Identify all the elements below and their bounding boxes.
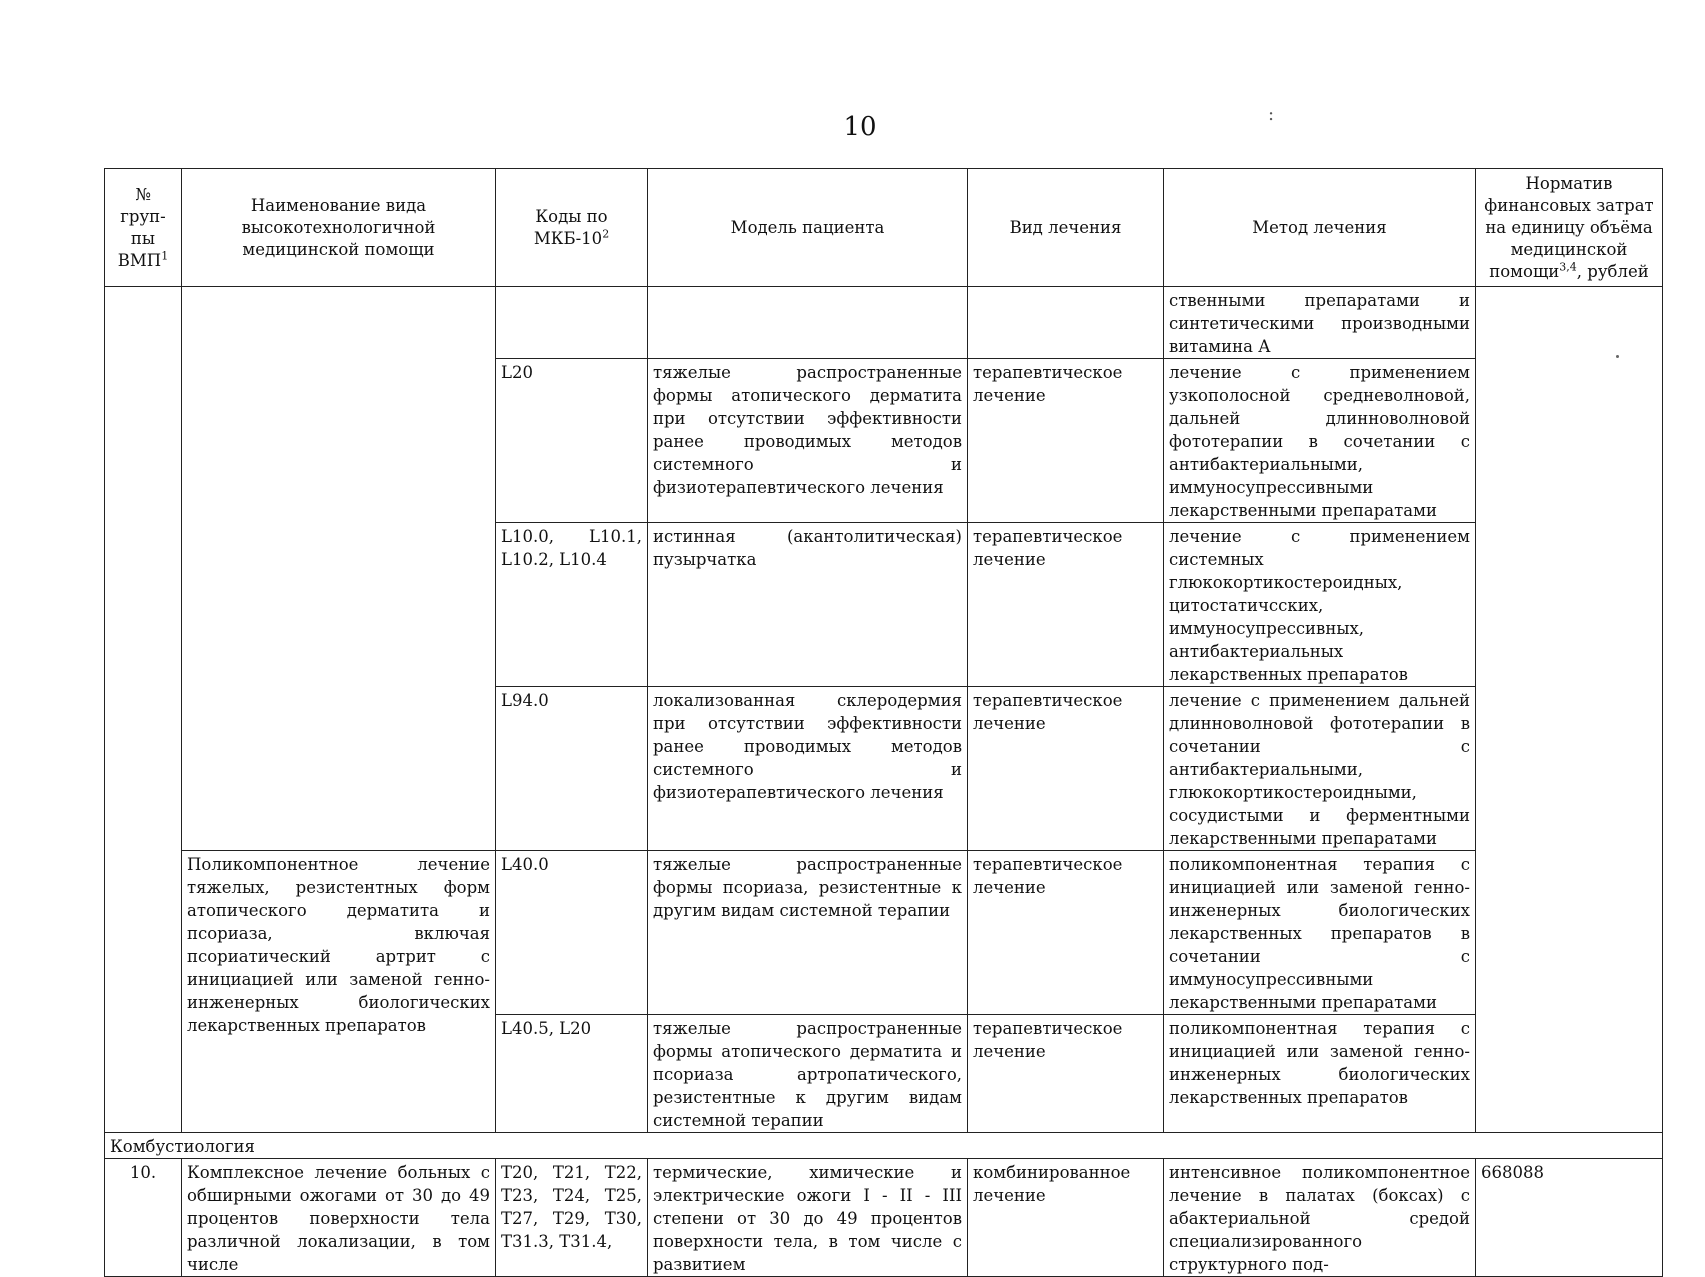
- patient-model-cell: истинная (акантолитическая) пузырчатка: [648, 523, 968, 687]
- patient-model-cell: локализованная склеродермия при отсутствии эффективности ранее проводимых методов системного и физиотерапевтического лечения: [648, 687, 968, 851]
- section-row: [105, 1133, 1663, 1159]
- vmp-name-cell: [182, 287, 496, 851]
- treatment-method-cell: поликомпонентная терапия с инициацией или заменой генно-инженерных биологических лекарственных препаратов: [1164, 1015, 1476, 1133]
- treatment-type-cell: терапевтическое лечение: [968, 359, 1164, 523]
- treatment-method-cell: лечение с применением дальней длинноволновой фототерапии в сочетании с антибактериальными, глюкокортикостероидными, сосудистыми и ферментными лекарственными препаратами: [1164, 687, 1476, 851]
- treatment-type-cell: терапевтическое лечение: [968, 523, 1164, 687]
- cost-norm-cell: 668088: [1476, 1159, 1663, 1277]
- treatment-type-cell: терапевтическое лечение: [968, 1015, 1164, 1133]
- header-cost-norm: Норматив финансовых затрат на единицу объёма медицинской помощи$^{3,4}$, рублей: [1476, 169, 1663, 287]
- header-vmp-name: Наименование вида высокотехнологичной медицинской помощи: [182, 169, 496, 287]
- icd-codes-cell: L40.0: [496, 851, 648, 1015]
- header-icd-codes: Коды по МКБ-$10^2$: [496, 169, 648, 287]
- header-treatment-method: Метод лечения: [1164, 169, 1476, 287]
- page-number: 10: [843, 112, 877, 142]
- icd-codes-cell: L20: [496, 359, 648, 523]
- patient-model-cell: термические, химические и электрические ожоги I - II - III степени от 30 до 49 процентов поверхности тела, в том числе с развитием: [648, 1159, 968, 1277]
- patient-model-cell: тяжелые распространенные формы атопического дерматита при отсутствии эффективности ранее проводимых методов системного и физиотерапевтического лечения: [648, 359, 968, 523]
- group-number-cell: [105, 287, 182, 1133]
- cost-norm-cell: [1476, 287, 1663, 1133]
- group-number-cell: 10.: [105, 1159, 182, 1277]
- table-row: [105, 851, 1663, 1015]
- vmp-table: [104, 168, 1663, 1277]
- treatment-type-cell: терапевтическое лечение: [968, 687, 1164, 851]
- treatment-method-cell: поликомпонентная терапия с инициацией или заменой генно-инженерных биологических лекарственных препаратов в сочетании с иммуносупрессивными лекарственными препаратами: [1164, 851, 1476, 1015]
- treatment-method-cell: ственными препаратами и синтетическими производными витамина А: [1164, 287, 1476, 359]
- icd-codes-cell: L40.5, L20: [496, 1015, 648, 1133]
- treatment-type-cell: комбинированное лечение: [968, 1159, 1164, 1277]
- icd-codes-cell: T20, T21, T22, T23, T24, T25, T27, T29, T30, T31.3, T31.4,: [496, 1159, 648, 1277]
- treatment-method-cell: лечение с применением узкополосной средневолновой, дальней длинноволновой фототерапии в сочетании с антибактериальными, иммуносупрессивными лекарственными препаратами: [1164, 359, 1476, 523]
- treatment-type-cell: терапевтическое лечение: [968, 851, 1164, 1015]
- treatment-type-cell: [968, 287, 1164, 359]
- treatment-method-cell: интенсивное поликомпонентное лечение в палатах (боксах) с абактериальной средой специализированного структурного под-: [1164, 1159, 1476, 1277]
- icd-codes-cell: [496, 287, 648, 359]
- patient-model-cell: тяжелые распространенные формы атопического дерматита и псориаза артропатического, резистентные к другим видам системной терапии: [648, 1015, 968, 1133]
- header-group-number: № груп- пы ВМП$^1$: [105, 169, 182, 287]
- vmp-name-cell: Комплексное лечение больных с обширными ожогами от 30 до 49 процентов поверхности тела различной локализации, в том числе: [182, 1159, 496, 1277]
- section-title: Комбустиология: [105, 1133, 1663, 1159]
- treatment-method-cell: лечение с применением системных глюкокортикостероидных, цитостатичсских, иммуносупрессивных, антибактериальных лекарственных препаратов: [1164, 523, 1476, 687]
- header-row: [105, 169, 1663, 287]
- table-row: [105, 1159, 1663, 1277]
- header-treatment-type: Вид лечения: [968, 169, 1164, 287]
- table-row: [105, 287, 1663, 359]
- header-patient-model: Модель пациента: [648, 169, 968, 287]
- vmp-name-cell: Поликомпонентное лечение тяжелых, резистентных форм атопического дерматита и псориаза, включая псориатический артрит с инициацией или заменой генно-инженерных биологических лекарственных препаратов: [182, 851, 496, 1133]
- icd-codes-cell: L10.0, L10.1, L10.2, L10.4: [496, 523, 648, 687]
- patient-model-cell: [648, 287, 968, 359]
- icd-codes-cell: L94.0: [496, 687, 648, 851]
- scan-mark: :: [1268, 104, 1275, 125]
- patient-model-cell: тяжелые распространенные формы псориаза, резистентные к другим видам системной терапии: [648, 851, 968, 1015]
